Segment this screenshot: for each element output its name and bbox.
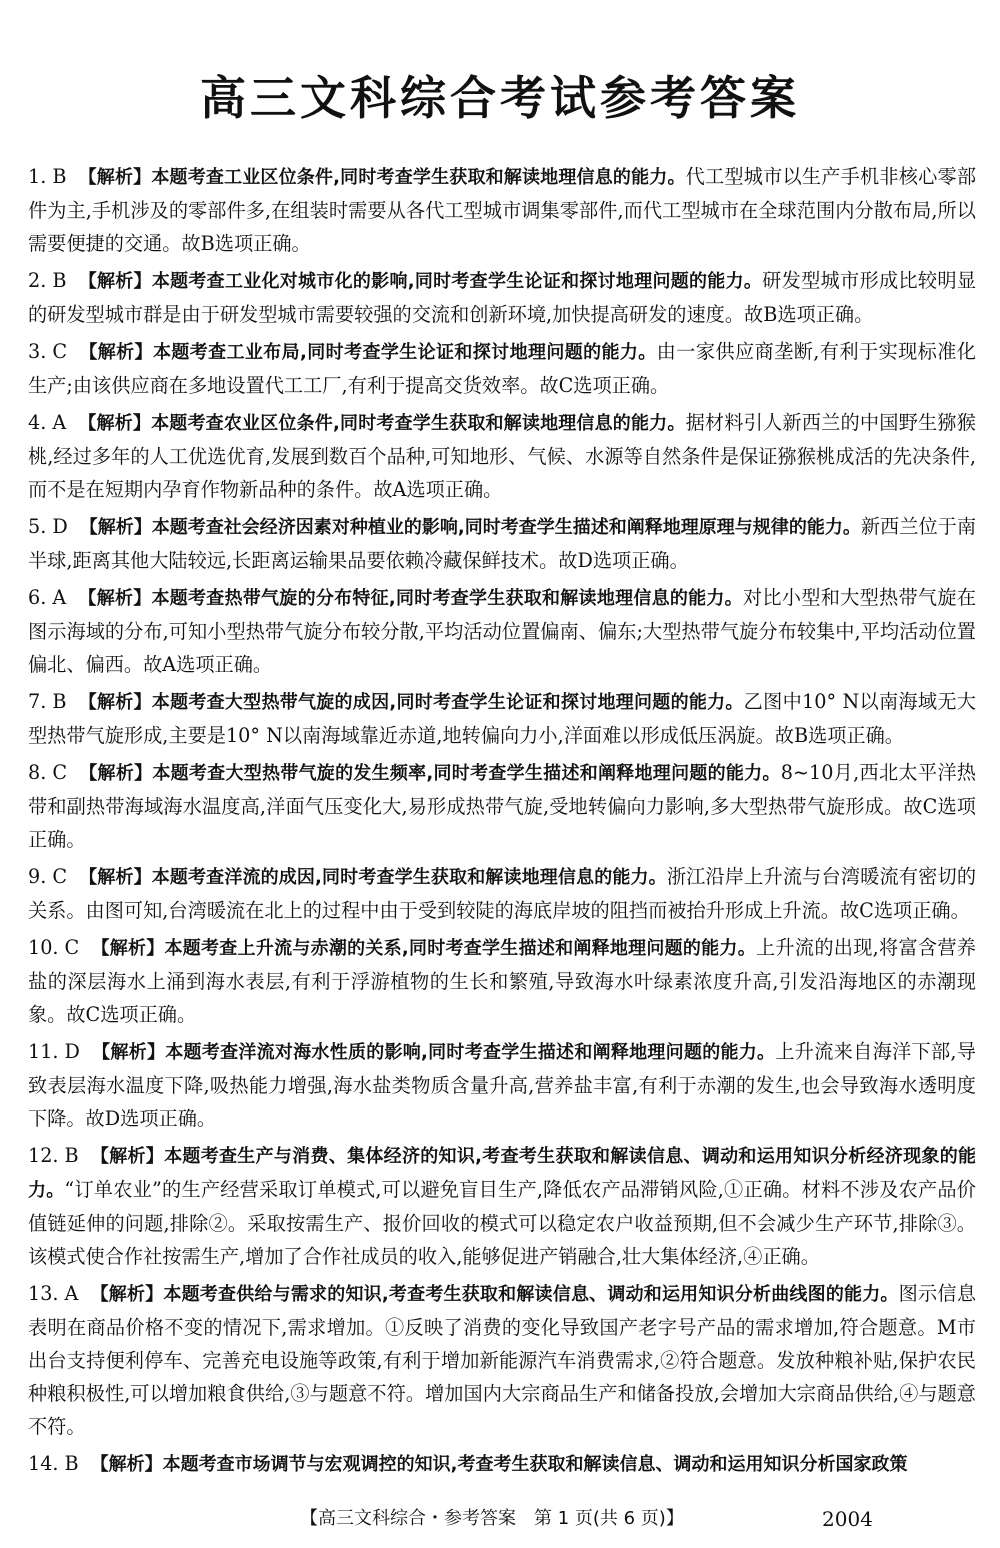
answer-item	[28, 406, 976, 506]
analysis-tag: 【解析】	[90, 1146, 165, 1167]
question-number: 14.	[28, 1452, 59, 1475]
analysis-tag: 【解析】	[78, 692, 152, 713]
analysis-body: 代工型城市以生产手机非核心零部件为主,手机涉及的零部件多,在组装时需要从各代工型城市调集零部件,而代工型城市在全球范围内分散布局,所以需要便捷的交通。故B选项正确。	[28, 165, 977, 255]
answer-item	[28, 335, 976, 402]
analysis-lead: 本题考查市场调节与宏观调控的知识,考查考生获取和解读信息、调动和运用知识分析国家政策	[162, 1454, 908, 1475]
analysis-tag: 【解析】	[91, 1042, 166, 1063]
analysis-tag: 【解析】	[79, 342, 153, 363]
analysis-body: 上升流的出现,将富含营养盐的深层海水上涌到海水表层,有利于浮游植物的生长和繁殖,导致海水叶绿素浓度升高,引发沿海地区的赤潮现象。故C选项正确。	[28, 936, 976, 1026]
answer-letter: A	[52, 586, 67, 609]
analysis-tag: 【解析】	[90, 1284, 164, 1305]
answer-letter: C	[52, 865, 67, 888]
analysis-body: 研发型城市形成比较明显的研发型城市群是由于研发型城市需要较强的交流和创新环境,加快提高研发的速度。故B选项正确。	[28, 269, 977, 326]
analysis-body: 8~10月,西北太平洋热带和副热带海域海水温度高,洋面气压变化大,易形成热带气旋,受地转偏向力影响,多大型热带气旋形成。故C选项正确。	[28, 761, 976, 851]
answer-list	[28, 160, 976, 1485]
analysis-lead: 本题考查农业区位条件,同时考查学生获取和解读地理信息的能力。	[151, 413, 686, 434]
analysis-tag: 【解析】	[79, 517, 152, 538]
question-number: 2.	[28, 269, 47, 292]
analysis-lead: 本题考查生产与消费、集体经济的知识,考查考生获取和解读信息、调动和运用知识分析经济现象的能力。	[28, 1146, 976, 1201]
analysis-tag: 【解析】	[78, 588, 152, 609]
analysis-tag: 【解析】	[78, 271, 152, 292]
analysis-lead: 本题考查工业区位条件,同时考查学生获取和解读地理信息的能力。	[151, 167, 686, 188]
analysis-lead: 本题考查大型热带气旋的发生频率,同时考查学生描述和阐释地理问题的能力。	[152, 763, 781, 784]
answer-item	[28, 931, 976, 1031]
answer-letter: B	[64, 1452, 79, 1475]
answer-item	[28, 1277, 976, 1443]
answer-item	[28, 1139, 976, 1273]
answer-letter: A	[64, 1282, 79, 1305]
answer-item	[28, 756, 976, 856]
analysis-lead: 本题考查上升流与赤潮的关系,同时考查学生描述和阐释地理问题的能力。	[164, 938, 756, 959]
answer-letter: D	[64, 1040, 80, 1063]
analysis-tag: 【解析】	[78, 413, 152, 434]
analysis-lead: 本题考查热带气旋的分布特征,同时考查学生获取和解读地理信息的能力。	[151, 588, 743, 609]
analysis-lead: 本题考查供给与需求的知识,考查考生获取和解读信息、调动和运用知识分析曲线图的能力。	[163, 1284, 899, 1305]
answer-letter: B	[64, 1144, 79, 1167]
answer-letter: C	[52, 340, 67, 363]
answer-letter: B	[52, 269, 67, 292]
analysis-body: 新西兰位于南半球,距离其他大陆较远,长距离运输果品要依赖冷藏保鲜技术。故D选项正确。	[28, 515, 977, 572]
answer-letter: B	[52, 690, 67, 713]
analysis-lead: 本题考查社会经济因素对种植业的影响,同时考查学生描述和阐释地理原理与规律的能力。	[151, 517, 861, 538]
analysis-body: 浙江沿岸上升流与台湾暖流有密切的关系。由图可知,台湾暖流在北上的过程中由于受到较陡的海底岸坡的阻挡而被抬升形成上升流。故C选项正确。	[28, 865, 977, 922]
question-number: 10.	[28, 936, 59, 959]
answer-letter: A	[52, 411, 67, 434]
answer-letter: C	[52, 761, 67, 784]
analysis-body: “订单农业”的生产经营采取订单模式,可以避免盲目生产,降低农产品滞销风险,①正确。材料不涉及农产品价值链延伸的问题,排除②。采取按需生产、报价回收的模式可以稳定农户收益预期,但不会减少生产环节,排除③。该模式使合作社按需生产,增加了合作社成员的收入,能够促进产销融合,壮大集体经济,④正确。	[28, 1178, 976, 1268]
analysis-body: 上升流来自海洋下部,导致表层海水温度下降,吸热能力增强,海水盐类物质含量升高,营养盐丰富,有利于赤潮的发生,也会导致海水透明度下降。故D选项正确。	[28, 1040, 976, 1130]
question-number: 6.	[28, 586, 47, 609]
analysis-lead: 本题考查大型热带气旋的成因,同时考查学生论证和探讨地理问题的能力。	[151, 692, 744, 713]
question-number: 12.	[28, 1144, 59, 1167]
answer-item	[28, 685, 976, 752]
analysis-tag: 【解析】	[79, 867, 152, 888]
analysis-lead: 本题考查工业化对城市化的影响,同时考查学生论证和探讨地理问题的能力。	[151, 271, 763, 292]
question-number: 3.	[28, 340, 47, 363]
answer-item	[28, 1447, 976, 1481]
question-number: 7.	[28, 690, 47, 713]
question-number: 8.	[28, 761, 47, 784]
analysis-tag: 【解析】	[90, 1454, 163, 1475]
analysis-body: 对比小型和大型热带气旋在图示海域的分布,可知小型热带气旋分布较分散,平均活动位置偏南、偏东;大型热带气旋分布较集中,平均活动位置偏北、偏西。故A选项正确。	[28, 586, 977, 676]
page-title: 高三文科综合考试参考答案	[200, 71, 800, 125]
analysis-body: 图示信息表明在商品价格不变的情况下,需求增加。①反映了消费的变化导致国产老字号产品的需求增加,符合题意。M市出台支持便利停车、完善充电设施等政策,有利于增加新能源汽车消费需求,②符合题意。发放种粮补贴,保护农民种粮积极性,可以增加粮食供给,③与题意不符。增加国内大宗商品生产和储备投放,会增加大宗商品供给,④与题意不符。	[28, 1282, 977, 1438]
question-number: 13.	[28, 1282, 59, 1305]
answer-letter: D	[52, 515, 68, 538]
question-number: 11.	[28, 1040, 59, 1063]
answer-item	[28, 264, 976, 331]
analysis-tag: 【解析】	[78, 167, 152, 188]
question-number: 5.	[28, 515, 47, 538]
answer-item	[28, 1035, 976, 1135]
analysis-body: 由一家供应商垄断,有利于实现标准化生产;由该供应商在多地设置代工工厂,有利于提高交货效率。故C选项正确。	[28, 340, 976, 397]
question-number: 4.	[28, 411, 47, 434]
question-number: 1.	[28, 165, 47, 188]
answer-letter: C	[64, 936, 80, 959]
analysis-body: 乙图中10° N以南海域无大型热带气旋形成,主要是10° N以南海域靠近赤道,地转偏向力小,洋面难以形成低压涡旋。故B选项正确。	[28, 690, 976, 747]
answer-item	[28, 581, 976, 681]
analysis-tag: 【解析】	[79, 763, 153, 784]
answer-letter: B	[52, 165, 67, 188]
answer-item	[28, 510, 976, 577]
analysis-lead: 本题考查工业布局,同时考查学生论证和探讨地理问题的能力。	[152, 342, 657, 363]
analysis-lead: 本题考查洋流的成因,同时考查学生获取和解读地理信息的能力。	[151, 867, 667, 888]
footer-page-info: 【高三文科综合・参考答案 第 1 页(共 6 页)】	[300, 1508, 684, 1529]
analysis-lead: 本题考查洋流对海水性质的影响,同时考查学生描述和阐释地理问题的能力。	[165, 1042, 776, 1063]
analysis-body: 据材料引人新西兰的中国野生猕猴桃,经过多年的人工优选优育,发展到数百个品种,可知地形、气候、水源等自然条件是保证猕猴桃成活的先决条件,而不是在短期内孕育作物新品种的条件。故A选项正确。	[28, 411, 976, 501]
answer-item	[28, 160, 976, 260]
footer-code: 2004	[822, 1507, 873, 1531]
answer-item	[28, 860, 976, 927]
analysis-tag: 【解析】	[91, 938, 165, 959]
question-number: 9.	[28, 865, 47, 888]
